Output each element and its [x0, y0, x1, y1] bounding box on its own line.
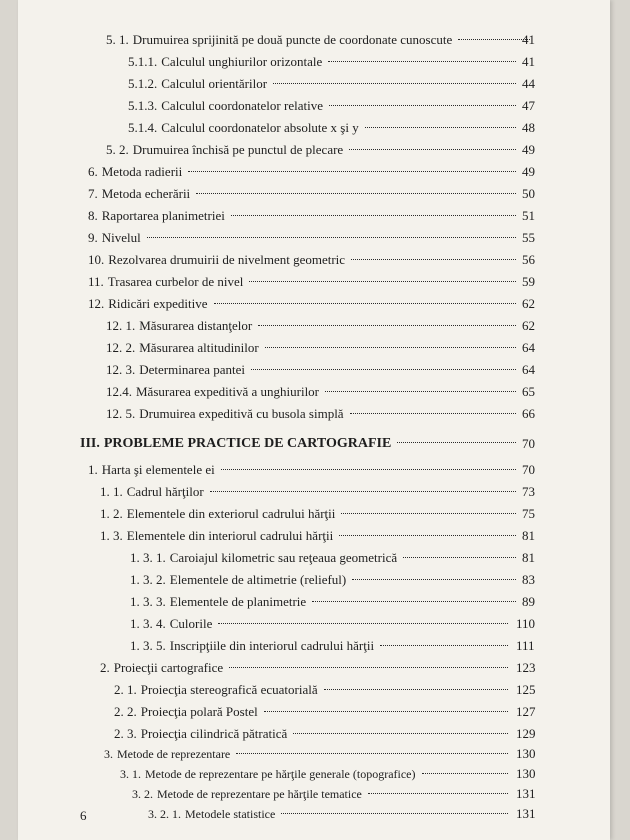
toc-entry: 5.1.4. Calculul coordonatelor absolute x şi y [128, 118, 522, 138]
toc-page-number: 125 [516, 682, 536, 697]
toc-entry: 1. 3. 4. Culorile [130, 614, 514, 634]
toc-section-heading: III. PROBLEME PRACTICE DE CARTOGRAFIE [80, 434, 522, 454]
toc-page-number: 81 [522, 550, 535, 565]
toc-page-number: 73 [522, 484, 535, 499]
toc-page-number: 127 [516, 704, 536, 719]
toc-page-number: 47 [522, 98, 535, 113]
book-page [18, 0, 610, 840]
toc-page-number: 111 [516, 638, 535, 653]
toc-entry: 5. 1. Drumuirea sprijinită pe două puncte de coordonate cunoscute [106, 30, 536, 50]
toc-entry: 1. 1. Cadrul hărţilor [100, 482, 522, 502]
toc-entry: 12. Ridicări expeditive [88, 294, 522, 314]
toc-page-number: 65 [522, 384, 535, 399]
toc-entry: 11. Trasarea curbelor de nivel [88, 272, 522, 292]
toc-page-number: 64 [522, 340, 535, 355]
toc-page-number: 83 [522, 572, 535, 587]
toc-entry: 12. 2. Măsurarea altitudinilor [106, 338, 522, 358]
toc-entry: 5. 2. Drumuirea închisă pe punctul de plecare [106, 140, 522, 160]
toc-page-number: 123 [516, 660, 536, 675]
toc-entry: 3. Metode de reprezentare [104, 744, 514, 764]
toc-page-number: 48 [522, 120, 535, 135]
toc-page-number: 129 [516, 726, 536, 741]
toc-page-number: 75 [522, 506, 535, 521]
toc-entry: 1. 3. 1. Caroiajul kilometric sau reţeaua geometrică [130, 548, 522, 568]
toc-page-number: 66 [522, 406, 535, 421]
toc-entry: 10. Rezolvarea drumuirii de nivelment geometric [88, 250, 522, 270]
toc-entry: 1. 3. Elementele din interiorul cadrului hărţii [100, 526, 522, 546]
toc-entry: 1. 2. Elementele din exteriorul cadrului hărţii [100, 504, 522, 524]
toc-entry: 8. Raportarea planimetriei [88, 206, 522, 226]
toc-page-number: 59 [522, 274, 535, 289]
toc-page-number: 131 [516, 806, 536, 821]
toc-entry: 9. Nivelul [88, 228, 522, 248]
toc-entry: 12. 5. Drumuirea expeditivă cu busola simplă [106, 404, 522, 424]
toc-page-number: 44 [522, 76, 535, 91]
toc-entry: 7. Metoda echerării [88, 184, 522, 204]
toc-entry: 12. 1. Măsurarea distanţelor [106, 316, 522, 336]
toc-entry: 2. 1. Proiecţia stereografică ecuatorială [114, 680, 514, 700]
toc-entry: 3. 2. Metode de reprezentare pe hărţile tematice [132, 784, 514, 804]
toc-entry: 2. 3. Proiecţia cilindrică pătratică [114, 724, 514, 744]
toc-page-number: 131 [516, 786, 536, 801]
toc-entry: 1. 3. 5. Inscripţiile din interiorul cadrului hărţii [130, 636, 514, 656]
toc-page-number: 49 [522, 142, 535, 157]
toc-entry: 1. 3. 2. Elementele de altimetrie (relieful) [130, 570, 522, 590]
toc-page-number: 50 [522, 186, 535, 201]
toc-entry: 12. 3. Determinarea pantei [106, 360, 522, 380]
page-folio: 6 [80, 808, 87, 823]
toc-page-number: 81 [522, 528, 535, 543]
toc-entry: 1. Harta şi elementele ei [88, 460, 522, 480]
toc-page-number: 130 [516, 746, 536, 761]
toc-page-number: 56 [522, 252, 535, 267]
toc-page-number: 62 [522, 318, 535, 333]
toc-page-number: 51 [522, 208, 535, 223]
toc-page-number: 41 [522, 32, 535, 47]
toc-page-number: 130 [516, 766, 536, 781]
toc-page-number: 64 [522, 362, 535, 377]
toc-page-number: 49 [522, 164, 535, 179]
toc-entry: 2. Proiecţii cartografice [100, 658, 514, 678]
toc-entry: 5.1.1. Calculul unghiurilor orizontale [128, 52, 522, 72]
toc-entry: 5.1.3. Calculul coordonatelor relative [128, 96, 522, 116]
toc-page-number: 41 [522, 54, 535, 69]
toc-entry: 3. 1. Metode de reprezentare pe hărţile generale (topografice) [120, 764, 514, 784]
toc-entry: 5.1.2. Calculul orientărilor [128, 74, 522, 94]
toc-entry: 12.4. Măsurarea expeditivă a unghiurilor [106, 382, 522, 402]
toc-entry: 6. Metoda radierii [88, 162, 522, 182]
toc-page-number: 55 [522, 230, 535, 245]
toc-page-number: 89 [522, 594, 535, 609]
toc-entry: 1. 3. 3. Elementele de planimetrie [130, 592, 522, 612]
toc-page-number: 62 [522, 296, 535, 311]
toc-entry: 3. 2. 1. Metodele statistice [148, 804, 514, 824]
toc-page-number: 110 [516, 616, 536, 631]
toc-entry: 2. 2. Proiecţia polară Postel [114, 702, 514, 722]
toc-page-number: 70 [522, 436, 535, 451]
toc-page-number: 70 [522, 462, 535, 477]
